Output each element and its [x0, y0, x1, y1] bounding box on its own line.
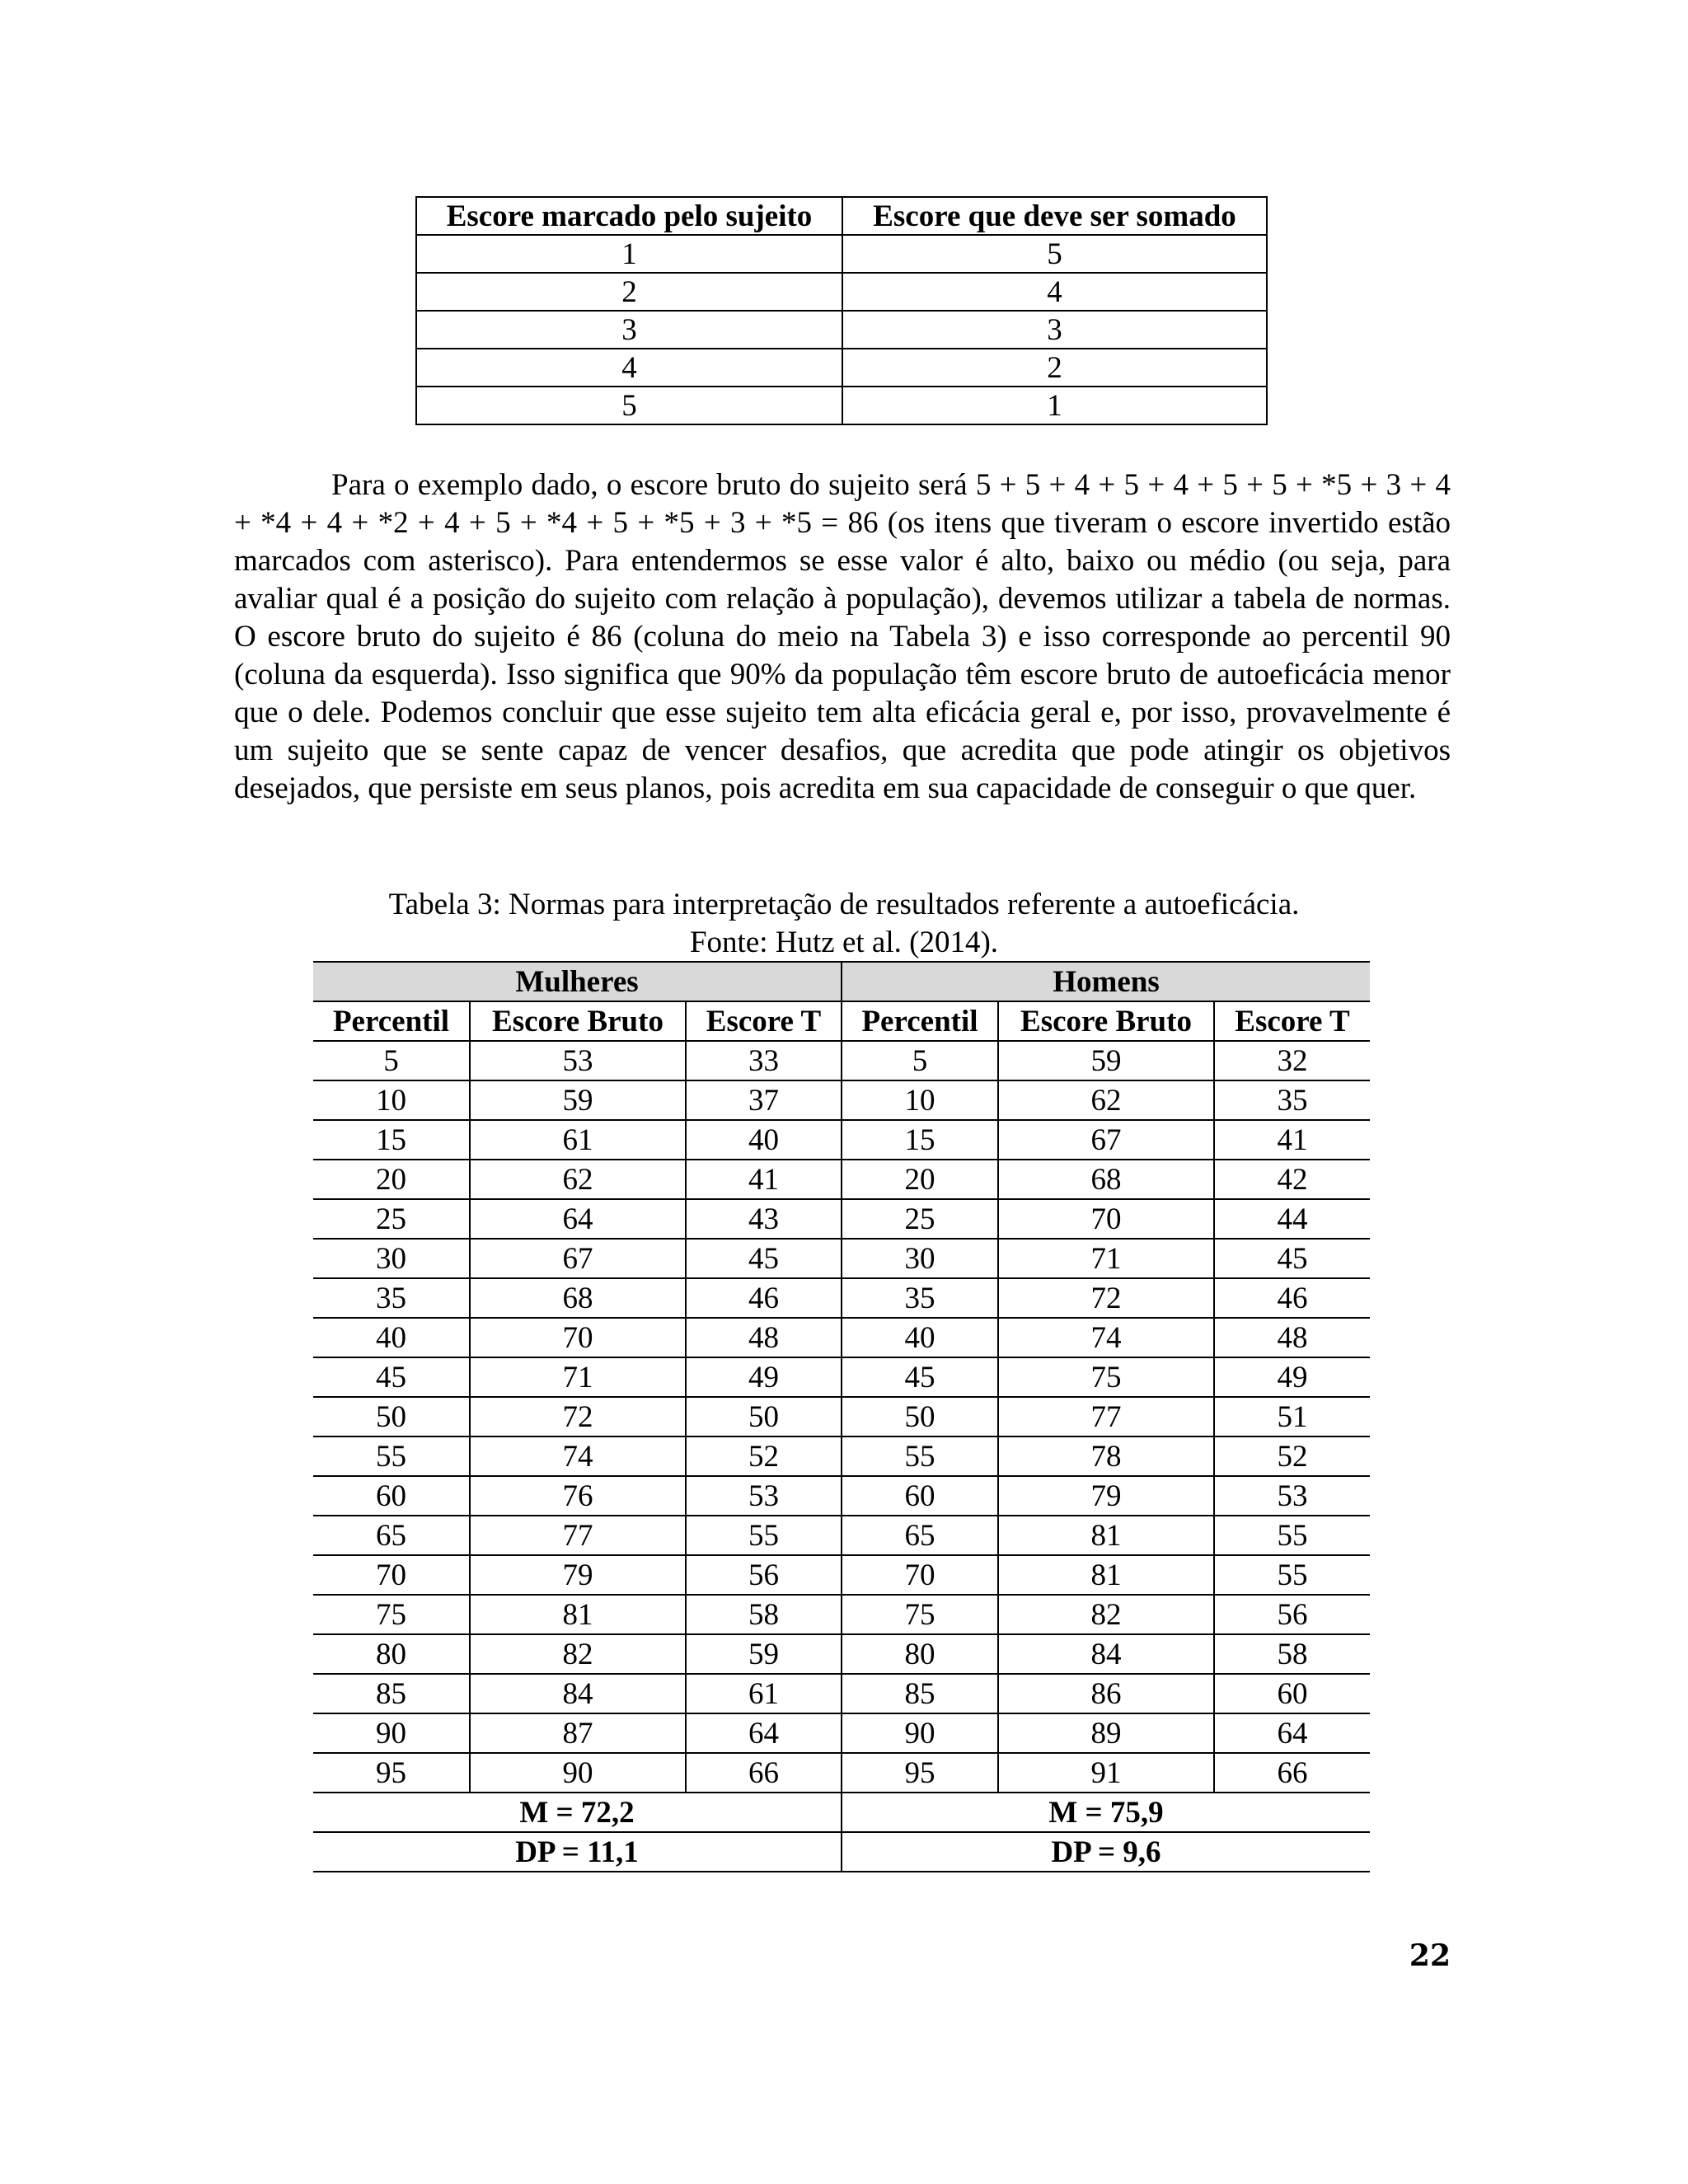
score-table-cell: 1: [842, 387, 1267, 424]
norms-table-cell: 67: [998, 1120, 1214, 1160]
score-table-cell: 4: [842, 273, 1267, 311]
norms-group-row: [313, 962, 1370, 1001]
body-paragraph: Para o exemplo dado, o escore bruto do sujeito será 5 + 5 + 4 + 5 + 4 + 5 + 5 + *5 + 3 + 4 + *4 + 4 + *2 + 4 + 5 + *4 + 5 + *5 + 3 + *5 = 86 (os itens que tiveram o escore invertido estão marcados com asterisco). Para entendermos se esse valor é alto, baixo ou médio (ou seja, para avaliar qual é a posição do sujeito com relação à população), devemos utilizar a tabela de normas. O escore bruto do sujeito é 86 (coluna do meio na Tabela 3) e isso corresponde ao percentil 90 (coluna da esquerda). Isso significa que 90% da população têm escore bruto de autoeficácia menor que o dele. Podemos concluir que esse sujeito tem alta eficácia geral e, por isso, provavelmente é um sujeito que se sente capaz de vencer desafios, que acredita que pode atingir os objetivos desejados, que persiste em seus planos, pois acredita em sua capacidade de conseguir o que quer.: [234, 468, 1451, 805]
norms-table-cell: 40: [686, 1120, 842, 1160]
norms-table-cell: 70: [470, 1318, 686, 1357]
norms-table-cell: 79: [470, 1555, 686, 1595]
reverse-score-table: [415, 196, 1268, 425]
norms-table-cell: 55: [1214, 1516, 1370, 1555]
sd-mulheres: DP = 11,1: [313, 1832, 842, 1872]
norms-table-cell: 67: [470, 1239, 686, 1278]
norms-table-cell: 10: [842, 1080, 998, 1120]
score-table-cell: 3: [842, 311, 1267, 349]
norms-table-cell: 40: [313, 1318, 470, 1357]
norms-table-cell: 95: [842, 1753, 998, 1793]
column-header: Percentil: [313, 1001, 470, 1041]
norms-table-row: [313, 1397, 1370, 1436]
norms-table-cell: 61: [470, 1120, 686, 1160]
norms-table-cell: 85: [842, 1674, 998, 1713]
norms-table-cell: 86: [998, 1674, 1214, 1713]
norms-table-cell: 5: [842, 1041, 998, 1080]
norms-table-cell: 66: [1214, 1753, 1370, 1793]
norms-table-cell: 68: [998, 1160, 1214, 1199]
norms-table-cell: 20: [313, 1160, 470, 1199]
norms-table-cell: 90: [470, 1753, 686, 1793]
norms-table-cell: 60: [842, 1476, 998, 1516]
score-table-cell: 3: [416, 311, 842, 349]
norms-table-cell: 43: [686, 1199, 842, 1239]
norms-table-cell: 35: [313, 1278, 470, 1318]
norms-table-row: [313, 1357, 1370, 1397]
table-source: Fonte: Hutz et al. (2014).: [689, 926, 999, 959]
norms-table-cell: 42: [1214, 1160, 1370, 1199]
norms-table-cell: 40: [842, 1318, 998, 1357]
norms-table-cell: 58: [686, 1595, 842, 1634]
norms-table-cell: 45: [313, 1357, 470, 1397]
norms-table-row: [313, 1713, 1370, 1753]
norms-table-row: [313, 1476, 1370, 1516]
norms-table-cell: 59: [470, 1080, 686, 1120]
norms-table-cell: 64: [470, 1199, 686, 1239]
norms-table-row: [313, 1318, 1370, 1357]
norms-table-cell: 81: [998, 1555, 1214, 1595]
norms-table-row: [313, 1516, 1370, 1555]
column-header: Escore Bruto: [998, 1001, 1214, 1041]
norms-table-cell: 78: [998, 1436, 1214, 1476]
norms-table-row: [313, 1555, 1370, 1595]
mean-mulheres: M = 72,2: [313, 1793, 842, 1832]
norms-table-cell: 82: [470, 1634, 686, 1674]
norms-table-cell: 50: [686, 1397, 842, 1436]
norms-table-cell: 37: [686, 1080, 842, 1120]
norms-table-cell: 41: [686, 1160, 842, 1199]
norms-table-cell: 50: [313, 1397, 470, 1436]
norms-table-cell: 48: [686, 1318, 842, 1357]
norms-table-cell: 44: [1214, 1199, 1370, 1239]
score-table-header-row: [416, 197, 1267, 235]
norms-table-row: [313, 1041, 1370, 1080]
norms-table-cell: 49: [1214, 1357, 1370, 1397]
norms-table-cell: 33: [686, 1041, 842, 1080]
norms-table-cell: 15: [313, 1120, 470, 1160]
norms-table-cell: 89: [998, 1713, 1214, 1753]
score-table-cell: 4: [416, 349, 842, 387]
norms-table-cell: 64: [1214, 1713, 1370, 1753]
score-table-header: Escore marcado pelo sujeito: [416, 197, 842, 235]
sd-homens: DP = 9,6: [842, 1832, 1370, 1872]
norms-table-cell: 25: [842, 1199, 998, 1239]
norms-table-cell: 80: [313, 1634, 470, 1674]
norms-table-row: [313, 1160, 1370, 1199]
norms-table-cell: 41: [1214, 1120, 1370, 1160]
score-table-row: [416, 311, 1267, 349]
norms-table-cell: 53: [1214, 1476, 1370, 1516]
group-header-homens: Homens: [842, 962, 1370, 1001]
norms-table-cell: 62: [998, 1080, 1214, 1120]
norms-table-cell: 90: [313, 1713, 470, 1753]
norms-table-cell: 59: [998, 1041, 1214, 1080]
norms-table-cell: 15: [842, 1120, 998, 1160]
norms-table-cell: 46: [1214, 1278, 1370, 1318]
score-table-cell: 2: [416, 273, 842, 311]
norms-table-cell: 35: [842, 1278, 998, 1318]
norms-table-row: [313, 1120, 1370, 1160]
norms-table-row: [313, 1634, 1370, 1674]
score-table-row: [416, 349, 1267, 387]
mean-row: [313, 1793, 1370, 1832]
norms-table-cell: 30: [842, 1239, 998, 1278]
norms-table-row: [313, 1080, 1370, 1120]
norms-table-cell: 30: [313, 1239, 470, 1278]
score-table-cell: 2: [842, 349, 1267, 387]
norms-table-cell: 59: [686, 1634, 842, 1674]
norms-table-row: [313, 1278, 1370, 1318]
norms-table-cell: 90: [842, 1713, 998, 1753]
norms-table-cell: 45: [686, 1239, 842, 1278]
norms-table-cell: 77: [470, 1516, 686, 1555]
norms-table-row: [313, 1674, 1370, 1713]
norms-table-cell: 85: [313, 1674, 470, 1713]
score-table-cell: 1: [416, 235, 842, 273]
norms-table-cell: 70: [998, 1199, 1214, 1239]
norms-table-cell: 60: [1214, 1674, 1370, 1713]
score-table-cell: 5: [416, 387, 842, 424]
norms-table-cell: 25: [313, 1199, 470, 1239]
score-table-cell: 5: [842, 235, 1267, 273]
norms-table-cell: 81: [470, 1595, 686, 1634]
norms-table-cell: 77: [998, 1397, 1214, 1436]
norms-table-cell: 81: [998, 1516, 1214, 1555]
norms-table-cell: 56: [686, 1555, 842, 1595]
norms-table-cell: 10: [313, 1080, 470, 1120]
norms-table-cell: 74: [998, 1318, 1214, 1357]
norms-table-cell: 79: [998, 1476, 1214, 1516]
norms-table-cell: 65: [313, 1516, 470, 1555]
norms-table-row: [313, 1595, 1370, 1634]
norms-table-cell: 46: [686, 1278, 842, 1318]
column-header: Escore T: [1214, 1001, 1370, 1041]
norms-table-cell: 75: [842, 1595, 998, 1634]
score-table-row: [416, 235, 1267, 273]
norms-table-cell: 52: [1214, 1436, 1370, 1476]
norms-table-cell: 71: [998, 1239, 1214, 1278]
norms-table-row: [313, 1436, 1370, 1476]
sd-row: [313, 1832, 1370, 1872]
norms-table-cell: 45: [1214, 1239, 1370, 1278]
norms-table-cell: 75: [313, 1595, 470, 1634]
norms-table-cell: 70: [313, 1555, 470, 1595]
norms-table-cell: 53: [470, 1041, 686, 1080]
norms-table-row: [313, 1753, 1370, 1793]
norms-table-cell: 55: [1214, 1555, 1370, 1595]
norms-table-cell: 32: [1214, 1041, 1370, 1080]
norms-table-cell: 50: [842, 1397, 998, 1436]
norms-table-cell: 66: [686, 1753, 842, 1793]
norms-table-body: [313, 1041, 1370, 1793]
norms-table-cell: 55: [842, 1436, 998, 1476]
score-table-row: [416, 273, 1267, 311]
norms-table-cell: 95: [313, 1753, 470, 1793]
norms-table-cell: 55: [313, 1436, 470, 1476]
norms-table-cell: 68: [470, 1278, 686, 1318]
norms-table-cell: 35: [1214, 1080, 1370, 1120]
score-table-header: Escore que deve ser somado: [842, 197, 1267, 235]
norms-table-cell: 48: [1214, 1318, 1370, 1357]
norms-table-cell: 87: [470, 1713, 686, 1753]
norms-table-cell: 62: [470, 1160, 686, 1199]
norms-table: [313, 961, 1370, 1872]
norms-table-row: [313, 1199, 1370, 1239]
norms-table-cell: 64: [686, 1713, 842, 1753]
norms-table-row: [313, 1239, 1370, 1278]
norms-table-cell: 71: [470, 1357, 686, 1397]
norms-table-cell: 58: [1214, 1634, 1370, 1674]
norms-table-cell: 60: [313, 1476, 470, 1516]
norms-table-cell: 5: [313, 1041, 470, 1080]
norms-table-cell: 20: [842, 1160, 998, 1199]
norms-table-cell: 70: [842, 1555, 998, 1595]
group-header-mulheres: Mulheres: [313, 962, 842, 1001]
page-number: 22: [1409, 1938, 1451, 1973]
norms-table-cell: 84: [470, 1674, 686, 1713]
norms-table-cell: 72: [470, 1397, 686, 1436]
norms-table-cell: 72: [998, 1278, 1214, 1318]
norms-table-cell: 51: [1214, 1397, 1370, 1436]
score-table-row: [416, 387, 1267, 424]
column-header: Percentil: [842, 1001, 998, 1041]
mean-homens: M = 75,9: [842, 1793, 1370, 1832]
norms-table-cell: 53: [686, 1476, 842, 1516]
norms-table-cell: 80: [842, 1634, 998, 1674]
norms-table-cell: 55: [686, 1516, 842, 1555]
norms-table-cell: 56: [1214, 1595, 1370, 1634]
norms-table-cell: 75: [998, 1357, 1214, 1397]
norms-table-cell: 52: [686, 1436, 842, 1476]
norms-table-cell: 84: [998, 1634, 1214, 1674]
norms-table-cell: 82: [998, 1595, 1214, 1634]
norms-table-cell: 76: [470, 1476, 686, 1516]
norms-table-cell: 45: [842, 1357, 998, 1397]
column-header: Escore Bruto: [470, 1001, 686, 1041]
norms-column-header-row: [313, 1001, 1370, 1041]
norms-table-cell: 49: [686, 1357, 842, 1397]
norms-table-cell: 74: [470, 1436, 686, 1476]
column-header: Escore T: [686, 1001, 842, 1041]
norms-table-cell: 91: [998, 1753, 1214, 1793]
norms-table-cell: 61: [686, 1674, 842, 1713]
norms-table-cell: 65: [842, 1516, 998, 1555]
table-caption: Tabela 3: Normas para interpretação de resultados referente a autoeficácia.: [388, 888, 1300, 921]
